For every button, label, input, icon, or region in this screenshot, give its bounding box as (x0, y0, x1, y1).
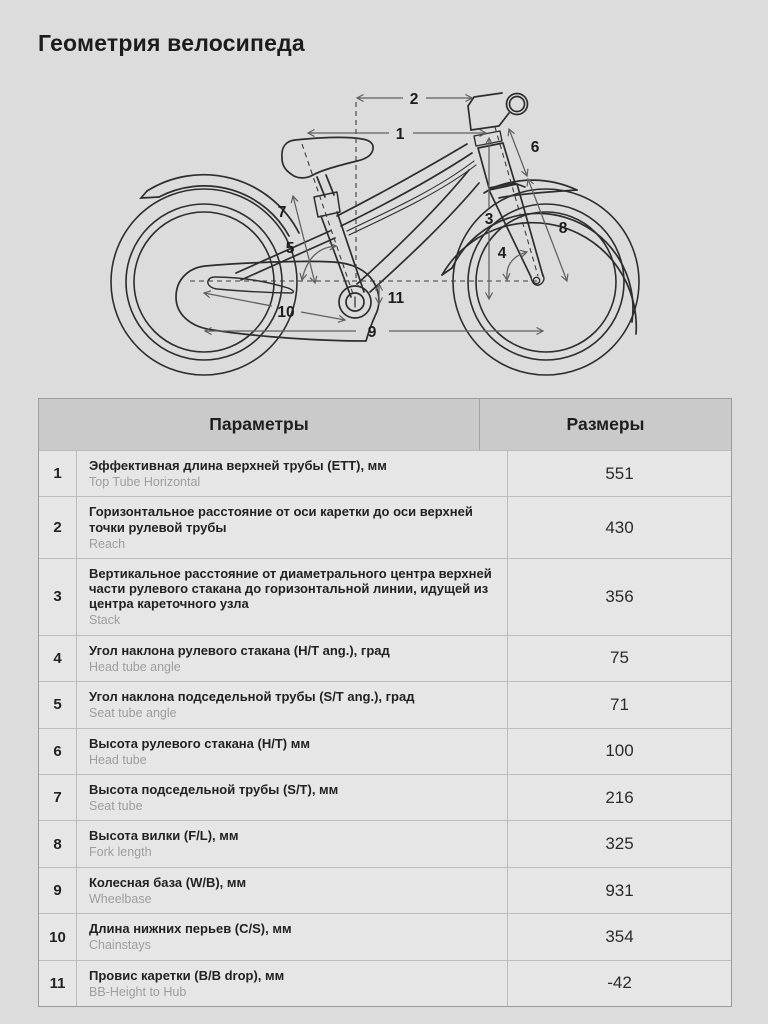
page-title: Геометрия велосипеда (38, 30, 305, 56)
row-number: 9 (39, 868, 77, 913)
table-row (39, 728, 731, 774)
callout-label-11: 11 (387, 290, 405, 307)
callout-label-4: 4 (497, 245, 507, 262)
seat-post (317, 177, 325, 197)
callout-label-8: 8 (558, 220, 568, 237)
param-name: Угол наклона подседельной трубы (S/T ang.), град (89, 689, 415, 705)
table-row (39, 913, 731, 959)
table-row (39, 558, 731, 635)
param-cell (77, 497, 508, 558)
dim-chainstay (204, 293, 272, 306)
param-value: 551 (605, 463, 634, 483)
row-number: 8 (39, 821, 77, 866)
param-cell (77, 559, 508, 635)
seat-stay (236, 231, 330, 273)
dim-head-angle-arc (507, 252, 527, 280)
front-wheel (453, 189, 639, 375)
param-cell (77, 636, 508, 681)
head-tube (478, 143, 515, 188)
param-value: 71 (610, 694, 629, 714)
axis-lines (190, 102, 540, 297)
row-number: 6 (39, 729, 77, 774)
param-subname: Reach (89, 536, 126, 551)
param-name: Эффективная длина верхней трубы (ETT), мм (89, 458, 387, 473)
table-row (39, 635, 731, 681)
param-subname: Top Tube Horizontal (89, 475, 201, 490)
param-name: Колесная база (W/B), мм (89, 874, 247, 890)
param-cell (77, 775, 508, 820)
row-number: 1 (39, 451, 77, 496)
param-name: Длина нижних перьев (C/S), мм (89, 921, 292, 937)
param-cell (77, 868, 508, 913)
bike-geometry-diagram (0, 0, 768, 395)
seat-collar (314, 192, 340, 217)
table-header (39, 399, 731, 450)
callout-label-5: 5 (285, 240, 295, 257)
callout-label-2: 2 (409, 91, 419, 108)
param-cell (77, 682, 508, 727)
rear-wheel (111, 189, 297, 375)
param-name: Угол наклона рулевого стакана (H/T ang.), град (89, 642, 390, 658)
chainguard-slot (208, 277, 294, 293)
callout-label-10: 10 (277, 304, 295, 321)
param-name: Высота вилки (F/L), мм (89, 828, 239, 844)
param-value: 430 (605, 517, 634, 537)
table-row (39, 496, 731, 558)
geometry-table (38, 398, 732, 1007)
row-number: 3 (39, 559, 77, 635)
row-number: 7 (39, 775, 77, 820)
front-fender (442, 180, 636, 334)
param-subname: Chainstays (89, 938, 151, 953)
row-number: 5 (39, 682, 77, 727)
param-cell (77, 961, 508, 1006)
param-value: -42 (607, 973, 632, 993)
stem (468, 93, 502, 130)
param-value: 931 (605, 880, 634, 900)
dim-head-tube (509, 129, 527, 176)
chainguard (176, 261, 379, 341)
param-cell (77, 821, 508, 866)
seat-tube-axis (302, 144, 354, 297)
table-row (39, 820, 731, 866)
param-subname: Seat tube angle (89, 706, 177, 721)
callout-label-7: 7 (277, 204, 287, 221)
param-subname: Stack (89, 613, 121, 628)
param-name: Высота подседельной трубы (S/T), мм (89, 781, 339, 797)
param-subname: Head tube (89, 752, 147, 767)
callout-label-9: 9 (367, 324, 377, 341)
param-subname: Fork length (89, 845, 152, 860)
table-row (39, 960, 731, 1006)
saddle (282, 137, 373, 177)
param-value: 356 (605, 586, 634, 606)
dimension-lines (204, 98, 567, 331)
col-header-parameters: Параметры (39, 399, 480, 450)
param-name: Горизонтальное расстояние от оси каретки до оси верхней точки рулевой трубы (89, 504, 473, 535)
param-cell (77, 729, 508, 774)
param-value: 75 (610, 648, 629, 668)
table-row (39, 774, 731, 820)
param-cell (77, 451, 508, 496)
table-body (39, 450, 731, 1006)
callout-label-1: 1 (395, 126, 405, 143)
param-cell (77, 914, 508, 959)
row-number: 10 (39, 914, 77, 959)
seat-tube (321, 216, 351, 297)
table-row (39, 450, 731, 496)
row-number: 11 (39, 961, 77, 1006)
param-value: 354 (605, 927, 634, 947)
param-name: Высота рулевого стакана (H/T) мм (89, 735, 310, 751)
param-value: 216 (605, 787, 634, 807)
callout-label-6: 6 (530, 139, 540, 156)
param-name: Вертикальное расстояние от диаметрального центра верхней части рулевого стакана до горизонтальной линии, идущей из центра кареточного узла (89, 565, 492, 612)
param-value: 325 (605, 834, 634, 854)
param-value: 100 (605, 741, 634, 761)
param-subname: Head tube angle (89, 659, 181, 674)
table-row (39, 867, 731, 913)
row-number: 4 (39, 636, 77, 681)
param-name: Провис каретки (B/B drop), мм (89, 967, 285, 983)
param-subname: BB-Height to Hub (89, 984, 187, 999)
callout-label-3: 3 (484, 211, 494, 228)
col-header-sizes: Размеры (566, 414, 645, 434)
row-number: 2 (39, 497, 77, 558)
param-subname: Seat tube (89, 799, 143, 814)
param-subname: Wheelbase (89, 891, 152, 906)
table-row (39, 681, 731, 727)
